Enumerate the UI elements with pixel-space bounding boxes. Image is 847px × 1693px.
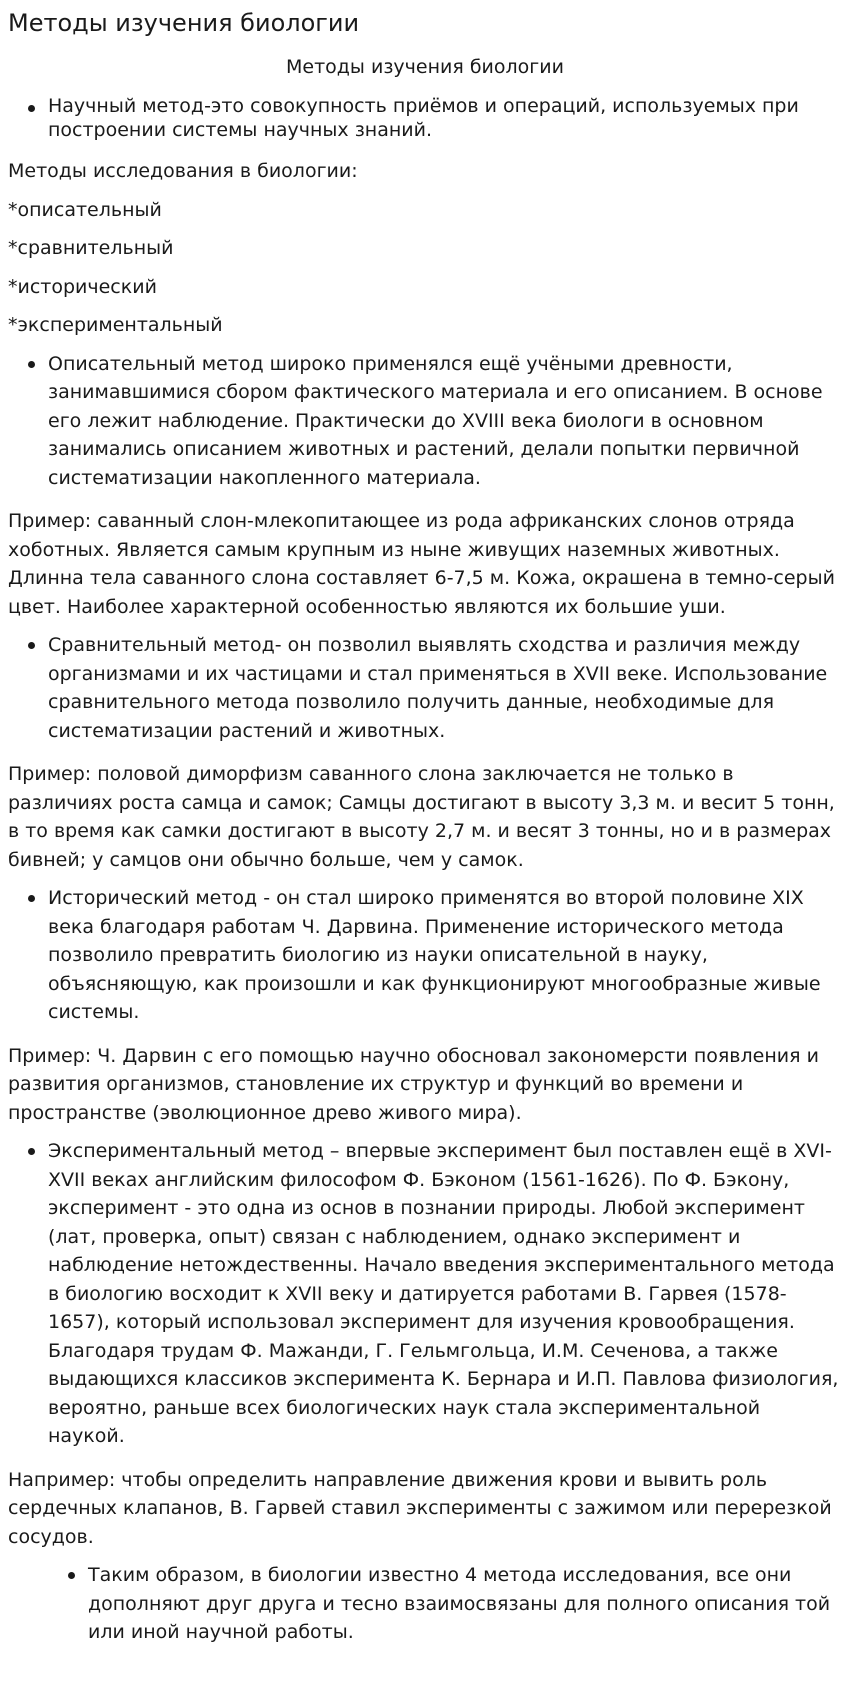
historical-method-bullet: Исторический метод - он стал широко применятся во второй половине XIX века благодаря работам Ч. Дарвина. Применение исторического метода позволило превратить биологию из науки описательной в науку, объясняющую, как произошли и как функционируют многообразные живые системы. bbox=[48, 884, 842, 1027]
experimental-list bbox=[8, 1137, 842, 1451]
experimental-method-bullet: Экспериментальный метод – впервые эксперимент был поставлен ещё в XVI-XVII веках английским философом Ф. Бэконом (1561-1626). По Ф. Бэкону, эксперимент - это одна из основ в познании природы. Любой эксперимент (лат, проверка, опыт) связан с наблюдением, однако эксперимент и наблюдение нетождественны. Начало введения экспериментального метода в биологию восходит к XVII веку и датируется работами В. Гарвея (1578-1657), который использовал эксперимент для изучения кровообращения. Благодаря трудам Ф. Мажанди, Г. Гельмгольца, И.М. Сеченова, а также выдающихся классиков эксперимента К. Бернара и И.П. Павлова физиология, вероятно, раньше всех биологических наук стала экспериментальной наукой. bbox=[48, 1137, 842, 1451]
methods-label: Методы исследования в биологии: bbox=[8, 160, 358, 182]
historical-list bbox=[8, 884, 842, 1027]
document bbox=[8, 0, 842, 1647]
intro-list bbox=[8, 94, 842, 142]
comparative-list bbox=[8, 631, 842, 745]
conclusion-bullet: Таким образом, в биологии известно 4 метода исследования, все они дополняют друг друга и тесно взаимосвязаны для полного описания той или иной научной работы. bbox=[88, 1561, 842, 1647]
experimental-example: Например: чтобы определить направление движения крови и вывить роль сердечных клапанов, В. Гарвей ставил эксперименты с зажимом или перерезкой сосудов. bbox=[8, 1468, 832, 1548]
intro-bullet: Научный метод-это совокупность приёмов и операций, используемых при построении системы научных знаний. bbox=[48, 94, 842, 142]
comparative-example: Пример: половой диморфизм саванного слона заключается не только в различиях роста самца и самок; Самцы достигают в высоту 3,3 м. и весит 5 тонн, в то время как самки достигают в высоту 2,7 м. и весят 3 тонны, но и в размерах бивней; у самцов они обычно больше, чем у самок. bbox=[8, 763, 835, 871]
descriptive-example: Пример: саванный слон-млекопитающее из рода африканских слонов отряда хоботных. Является самым крупным из ныне живущих наземных животных. Длинна тела саванного слона составляет 6-7,5 м. Кожа, окрашена в темно-серый цвет. Наиболее характерной особенностью являются их большие уши. bbox=[8, 510, 835, 618]
comparative-method-bullet: Сравнительный метод- он позволил выявлять сходства и различия между организмами и их частицами и стал применяться в XVII веке. Использование сравнительного метода позволило получить данные, необходимые для систематизации растений и животных. bbox=[48, 631, 842, 745]
method-item: *сравнительный bbox=[8, 237, 174, 259]
historical-example: Пример: Ч. Дарвин с его помощью научно обосновал закономерсти появления и развития организмов, становление их структур и функций во времени и пространстве (эволюционное древо живого мира). bbox=[8, 1044, 819, 1124]
method-item: *экспериментальный bbox=[8, 314, 223, 336]
descriptive-list bbox=[8, 350, 842, 493]
descriptive-method-bullet: Описательный метод широко применялся ещё учёными древности, занимавшимися сбором фактического материала и его описанием. В основе его лежит наблюдение. Практически до XVIII века биологи в основном занимались описанием животных и растений, делали попытки первичной систематизации накопленного материала. bbox=[48, 350, 842, 493]
method-item: *исторический bbox=[8, 275, 157, 298]
conclusion-list bbox=[8, 1561, 842, 1647]
page-heading: Методы изучения биологии bbox=[286, 56, 564, 78]
method-item: *описательный bbox=[8, 198, 162, 221]
document-title: Методы изучения биологии bbox=[8, 9, 360, 37]
